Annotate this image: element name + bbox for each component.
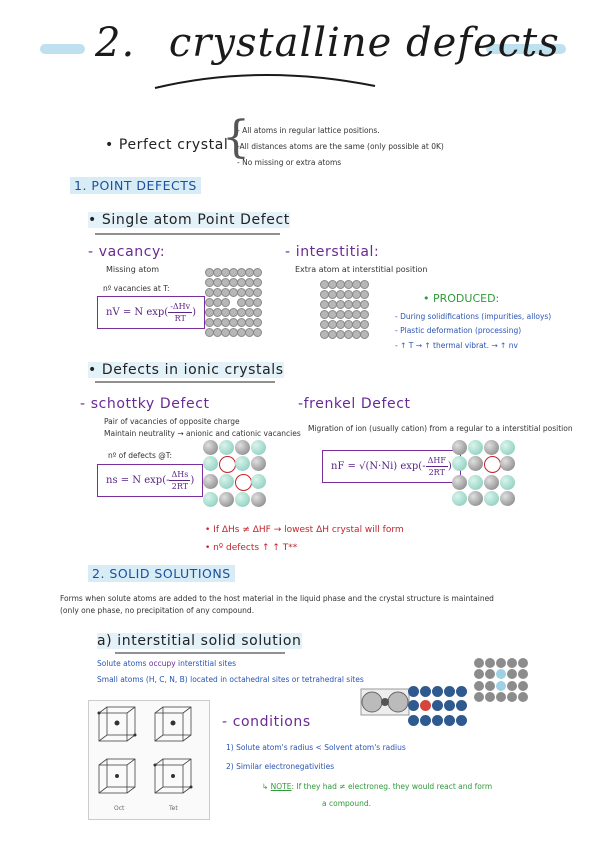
solvent-atom bbox=[408, 700, 419, 711]
title-text: crystalline defects bbox=[168, 20, 560, 66]
lattice-atom bbox=[360, 320, 369, 329]
ion-atom bbox=[500, 456, 515, 471]
page-title bbox=[95, 20, 560, 66]
solvent-atom bbox=[420, 686, 431, 697]
perfect-crystal-label: • Perfect crystal bbox=[105, 137, 229, 153]
schottky-ionic-lattice-figure bbox=[203, 440, 269, 506]
solvent-atom bbox=[496, 658, 506, 668]
solvent-atom bbox=[474, 681, 484, 691]
lattice-atom bbox=[360, 290, 369, 299]
solvent-atom bbox=[432, 715, 443, 726]
frenkel-title: -frenkel Defect bbox=[298, 396, 411, 412]
vacancy-lattice-figure bbox=[205, 268, 260, 337]
schottky-desc-1: Pair of vacancies of opposite charge bbox=[104, 417, 240, 426]
fig-caption-oct: Oct bbox=[114, 805, 125, 812]
lattice-atom bbox=[253, 278, 262, 287]
lattice-atom bbox=[360, 280, 369, 289]
solvent-atom bbox=[518, 692, 528, 702]
solvent-atom bbox=[420, 700, 431, 711]
ion-atom bbox=[484, 456, 501, 473]
red-note-2: • nº defects ↑ ↑ T** bbox=[205, 543, 298, 553]
solvent-atom bbox=[485, 669, 495, 679]
ion-atom bbox=[235, 456, 250, 471]
single-atom-underline bbox=[95, 232, 280, 236]
solvent-atom bbox=[507, 692, 517, 702]
solvent-atom bbox=[456, 700, 467, 711]
lattice-atom bbox=[360, 310, 369, 319]
solid-solution-packing-figure bbox=[360, 688, 410, 716]
ion-atom bbox=[235, 440, 250, 455]
lattice-atom bbox=[221, 298, 230, 307]
section-solid-solutions-heading: 2. SOLID SOLUTIONS bbox=[88, 566, 235, 581]
small-atoms-line: Small atoms (H, C, N, B) located in octahedral sites or tetrahedral sites bbox=[97, 675, 364, 684]
ion-atom bbox=[203, 440, 218, 455]
ion-atom bbox=[484, 491, 499, 506]
ionic-underline bbox=[95, 380, 275, 384]
ion-atom bbox=[500, 475, 515, 490]
title-number: 2. bbox=[95, 20, 136, 66]
ion-atom bbox=[452, 456, 467, 471]
ion-atom bbox=[219, 456, 236, 473]
solute-occupy-line: Solute atoms occupy interstitial sites bbox=[97, 659, 236, 668]
lattice-atom bbox=[253, 288, 262, 297]
ion-atom bbox=[219, 492, 234, 507]
solvent-atom bbox=[507, 669, 517, 679]
solvent-atom bbox=[518, 669, 528, 679]
solvent-atom bbox=[485, 692, 495, 702]
solvent-atom bbox=[518, 658, 528, 668]
solvent-atom bbox=[444, 686, 455, 697]
solvent-atom bbox=[496, 669, 506, 679]
lattice-atom bbox=[253, 298, 262, 307]
schottky-title: - schottky Defect bbox=[80, 396, 210, 412]
frenkel-desc: Migration of ion (usually cation) from a regular to a interstitial position bbox=[308, 424, 573, 433]
vacancy-note: nº vacancies at T: bbox=[103, 284, 170, 293]
solvent-atom bbox=[444, 715, 455, 726]
perfect-crystal-point-2: -All distances atoms are the same (only possible at 0K) bbox=[237, 142, 444, 151]
ion-atom bbox=[468, 491, 483, 506]
single-atom-point-defect-heading: • Single atom Point Defect bbox=[88, 212, 290, 228]
lattice-atom bbox=[360, 300, 369, 309]
perfect-crystal-point-3: - No missing or extra atoms bbox=[237, 158, 342, 167]
ion-atom bbox=[235, 492, 250, 507]
unit-cell-sketches bbox=[88, 700, 210, 820]
solvent-atom bbox=[456, 715, 467, 726]
fig-caption-tet: Tet bbox=[169, 805, 178, 812]
solvent-atom bbox=[444, 700, 455, 711]
ion-atom bbox=[468, 440, 483, 455]
solvent-atom bbox=[474, 669, 484, 679]
ion-atom bbox=[203, 492, 218, 507]
lattice-atom bbox=[360, 330, 369, 339]
lattice-atom bbox=[253, 318, 262, 327]
schottky-desc-2: Maintain neutrality → anionic and cationic vacancies bbox=[104, 429, 301, 438]
lattice-atom bbox=[253, 308, 262, 317]
ion-atom bbox=[468, 475, 483, 490]
ion-atom bbox=[452, 440, 467, 455]
solid-solutions-intro-2: (only one phase, no precipitation of any compound. bbox=[60, 606, 255, 615]
solvent-atom bbox=[456, 686, 467, 697]
solvent-atom bbox=[485, 658, 495, 668]
ionic-defects-heading: • Defects in ionic crystals bbox=[88, 362, 284, 378]
ion-atom bbox=[251, 474, 266, 489]
interstitial-title: - interstitial: bbox=[285, 244, 380, 260]
produced-item-3: - ↑ T → ↑ thermal vibrat. → ↑ nv bbox=[395, 341, 518, 350]
ion-atom bbox=[203, 474, 218, 489]
condition-1: 1) Solute atom's radius < Solvent atom's radius bbox=[226, 743, 406, 752]
solvent-atom bbox=[432, 686, 443, 697]
conditions-note-2: a compound. bbox=[322, 799, 371, 808]
section-point-defects-heading: 1. POINT DEFECTS bbox=[70, 178, 201, 193]
solvent-atom bbox=[408, 686, 419, 697]
frenkel-ionic-lattice-figure bbox=[452, 440, 518, 506]
ion-atom bbox=[484, 440, 499, 455]
condition-2: 2) Similar electronegativities bbox=[226, 762, 335, 771]
ion-atom bbox=[251, 492, 266, 507]
packing-spheres bbox=[360, 688, 410, 716]
solvent-atom bbox=[485, 681, 495, 691]
conditions-note: ↳ NOTE: If they had ≠ electroneg. they would react and form bbox=[262, 782, 493, 791]
interstitial-ss-underline bbox=[115, 651, 285, 655]
solvent-atom bbox=[507, 681, 517, 691]
ion-atom bbox=[219, 440, 234, 455]
produced-item-2: - Plastic deformation (processing) bbox=[395, 326, 522, 335]
vacancy-formula: nV = N exp( $\frac{\text{-ΔHv}}{RT}$ ) bbox=[97, 296, 205, 329]
ion-atom bbox=[500, 491, 515, 506]
solid-solutions-intro-1: Forms when solute atoms are added to the host material in the liquid phase and the crystal structure is maintained bbox=[60, 594, 494, 603]
solvent-atom bbox=[496, 681, 506, 691]
ion-atom bbox=[251, 456, 266, 471]
solvent-atom bbox=[474, 658, 484, 668]
conditions-title: - conditions bbox=[222, 714, 311, 730]
title-underline-swash bbox=[150, 68, 380, 98]
title-decoration-left bbox=[40, 44, 85, 54]
solid-solution-blue-lattice-figure bbox=[408, 686, 468, 728]
solvent-atom bbox=[420, 715, 431, 726]
solvent-atom bbox=[432, 700, 443, 711]
red-note-1: • If ΔHs ≠ ΔHF → lowest ΔH crystal will form bbox=[205, 525, 404, 535]
produced-title: • PRODUCED: bbox=[423, 292, 500, 305]
ion-atom bbox=[452, 475, 467, 490]
interstitial-solid-solution-heading: a) interstitial solid solution bbox=[97, 633, 302, 649]
lattice-atom bbox=[253, 268, 262, 277]
perfect-crystal-point-1: - All atoms in regular lattice positions. bbox=[237, 126, 380, 135]
solvent-atom bbox=[518, 681, 528, 691]
ion-atom bbox=[500, 440, 515, 455]
ion-atom bbox=[203, 456, 218, 471]
ion-atom bbox=[468, 456, 483, 471]
vacancy-title: - vacancy: bbox=[88, 244, 166, 260]
interstitial-lattice-figure bbox=[320, 280, 367, 339]
lattice-atom bbox=[253, 328, 262, 337]
solid-solution-grey-lattice-figure bbox=[474, 658, 530, 702]
schottky-note: nº of defects @T: bbox=[108, 451, 173, 460]
interstitial-desc: Extra atom at interstitial position bbox=[295, 265, 428, 274]
ion-atom bbox=[235, 474, 252, 491]
ion-atom bbox=[452, 491, 467, 506]
ion-atom bbox=[484, 475, 499, 490]
frenkel-formula: nF = √(N·Ni) exp(- $\frac{\text{ΔHF}}{2RT}$ ) bbox=[322, 450, 461, 483]
schottky-formula: ns = N exp(- $\frac{\text{ΔHs}}{2RT}$ ) bbox=[97, 464, 203, 497]
solvent-atom bbox=[507, 658, 517, 668]
ion-atom bbox=[251, 440, 266, 455]
produced-item-1: - During solidifications (impurities, alloys) bbox=[395, 312, 552, 321]
solvent-atom bbox=[496, 692, 506, 702]
vacancy-desc: Missing atom bbox=[106, 265, 160, 274]
solvent-atom bbox=[474, 692, 484, 702]
perfect-crystal-brace: { bbox=[222, 112, 250, 163]
ion-atom bbox=[219, 474, 234, 489]
solvent-atom bbox=[408, 715, 419, 726]
